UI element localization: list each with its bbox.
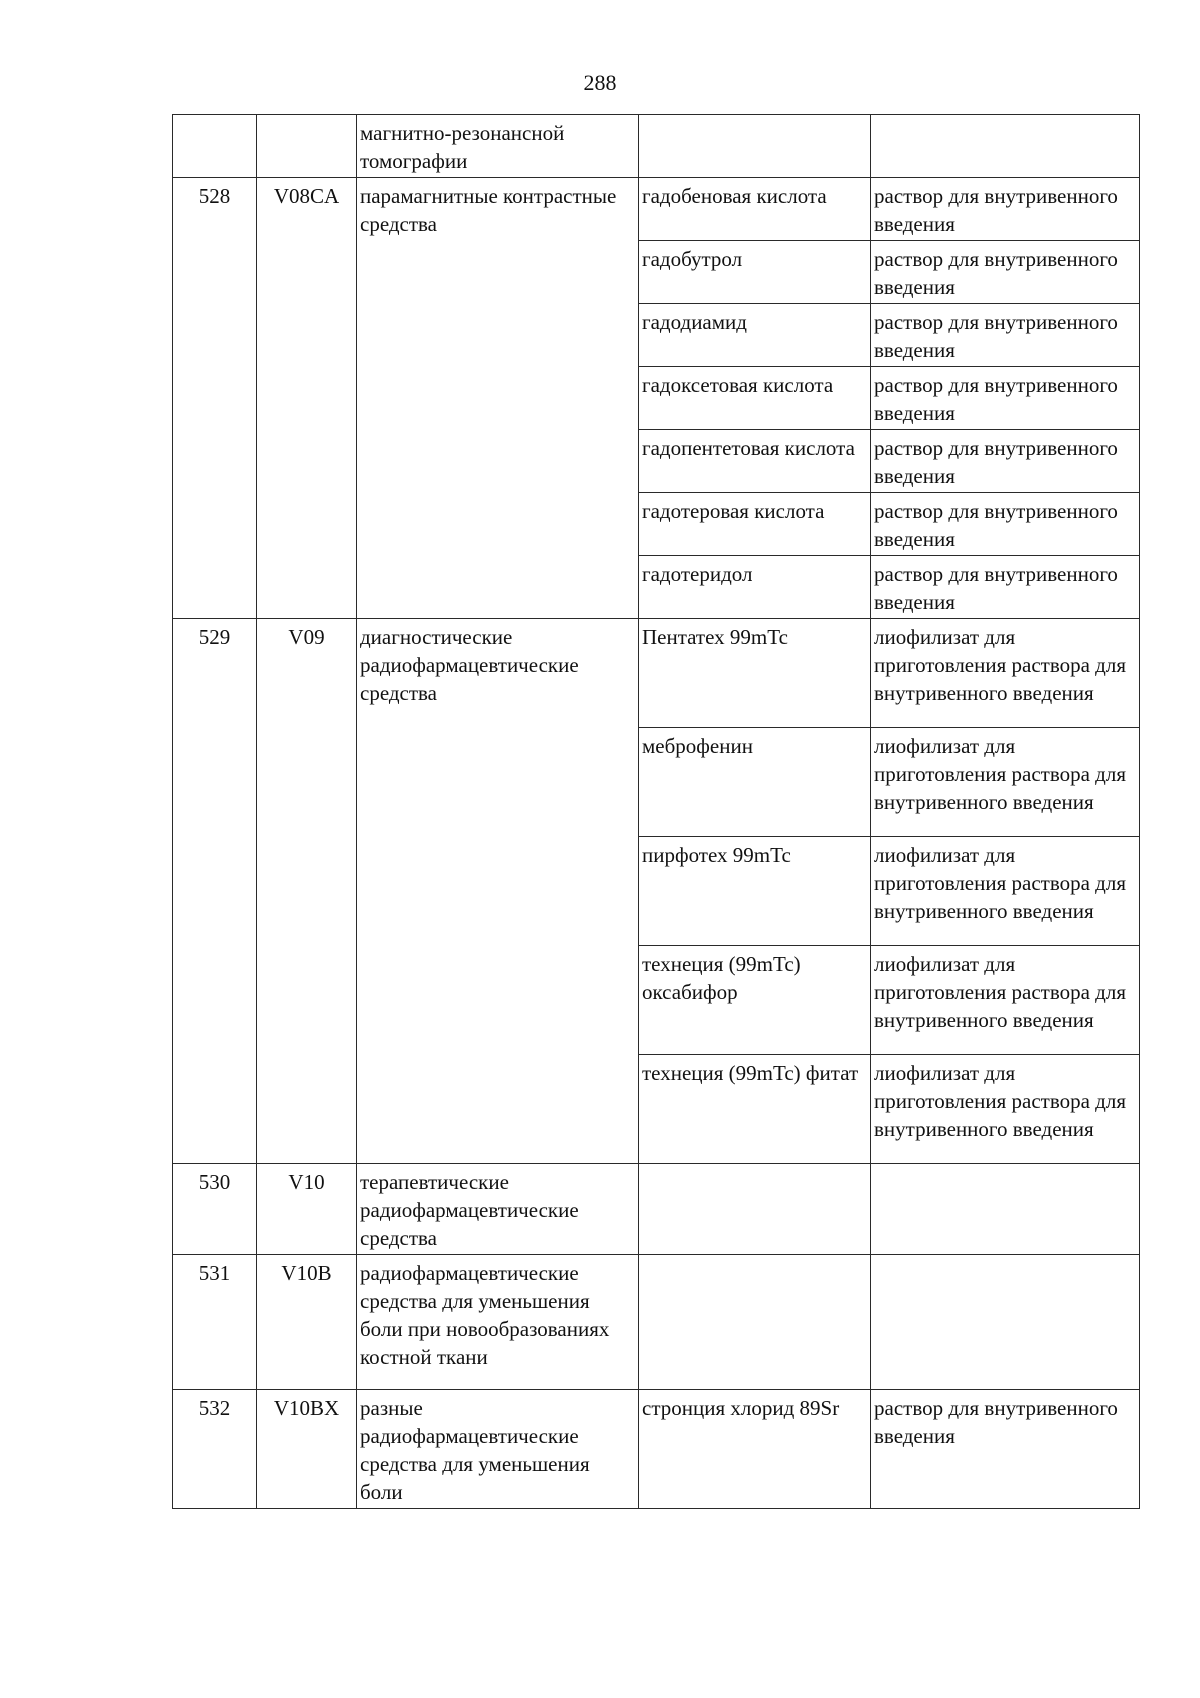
drug-name-cell bbox=[639, 115, 871, 178]
drug-group-cell: разные радиофармацевтические средства для уменьшения боли bbox=[357, 1390, 639, 1509]
dosage-form-cell: раствор для внутривенного введения bbox=[871, 367, 1140, 430]
atc-code-cell: V09 bbox=[257, 619, 357, 1164]
drug-name-cell: пирфотех 99mTc bbox=[639, 837, 871, 946]
table-row bbox=[173, 619, 1140, 728]
row-number-cell: 532 bbox=[173, 1390, 257, 1509]
dosage-form-cell: раствор для внутривенного введения bbox=[871, 178, 1140, 241]
table-row bbox=[173, 115, 1140, 178]
dosage-form-cell: раствор для внутривенного введения bbox=[871, 304, 1140, 367]
drug-name-cell: гадодиамид bbox=[639, 304, 871, 367]
drug-group-cell: радиофармацевтические средства для уменьшения боли при новообразованиях костной ткани bbox=[357, 1255, 639, 1390]
atc-code-cell bbox=[257, 115, 357, 178]
registry-table-body bbox=[173, 115, 1140, 1509]
drug-name-cell: технеция (99mTc) оксабифор bbox=[639, 946, 871, 1055]
dosage-form-cell: лиофилизат для приготовления раствора для внутривенного введения bbox=[871, 619, 1140, 728]
drug-name-cell: гадобутрол bbox=[639, 241, 871, 304]
drug-name-cell: технеция (99mTc) фитат bbox=[639, 1055, 871, 1164]
drug-group-cell: парамагнитные контрастные средства bbox=[357, 178, 639, 619]
row-number-cell: 531 bbox=[173, 1255, 257, 1390]
dosage-form-cell bbox=[871, 1255, 1140, 1390]
drug-name-cell: гадоксетовая кислота bbox=[639, 367, 871, 430]
dosage-form-cell: раствор для внутривенного введения bbox=[871, 493, 1140, 556]
dosage-form-cell: раствор для внутривенного введения bbox=[871, 430, 1140, 493]
drug-registry-table bbox=[172, 114, 1140, 1509]
dosage-form-cell: раствор для внутривенного введения bbox=[871, 556, 1140, 619]
dosage-form-cell: лиофилизат для приготовления раствора для внутривенного введения bbox=[871, 1055, 1140, 1164]
row-number-cell bbox=[173, 115, 257, 178]
drug-name-cell bbox=[639, 1164, 871, 1255]
drug-group-cell: магнитно-резонансной томографии bbox=[357, 115, 639, 178]
drug-name-cell: гадобеновая кислота bbox=[639, 178, 871, 241]
drug-name-cell: стронция хлорид 89Sr bbox=[639, 1390, 871, 1509]
drug-name-cell: гадотеридол bbox=[639, 556, 871, 619]
drug-name-cell: меброфенин bbox=[639, 728, 871, 837]
drug-name-cell: Пентатех 99mTc bbox=[639, 619, 871, 728]
row-number-cell: 530 bbox=[173, 1164, 257, 1255]
atc-code-cell: V10 bbox=[257, 1164, 357, 1255]
drug-group-cell: диагностические радиофармацевтические средства bbox=[357, 619, 639, 1164]
table-row bbox=[173, 1255, 1140, 1390]
table-row bbox=[173, 1164, 1140, 1255]
dosage-form-cell: раствор для внутривенного введения bbox=[871, 241, 1140, 304]
table-row bbox=[173, 178, 1140, 241]
atc-code-cell: V10BX bbox=[257, 1390, 357, 1509]
table-row bbox=[173, 1390, 1140, 1509]
atc-code-cell: V10B bbox=[257, 1255, 357, 1390]
dosage-form-cell: раствор для внутривенного введения bbox=[871, 1390, 1140, 1509]
drug-group-cell: терапевтические радиофармацевтические средства bbox=[357, 1164, 639, 1255]
atc-code-cell: V08CA bbox=[257, 178, 357, 619]
drug-name-cell: гадопентетовая кислота bbox=[639, 430, 871, 493]
drug-name-cell bbox=[639, 1255, 871, 1390]
row-number-cell: 529 bbox=[173, 619, 257, 1164]
dosage-form-cell: лиофилизат для приготовления раствора для внутривенного введения bbox=[871, 728, 1140, 837]
row-number-cell: 528 bbox=[173, 178, 257, 619]
page-number: 288 bbox=[583, 70, 617, 95]
dosage-form-cell bbox=[871, 1164, 1140, 1255]
dosage-form-cell: лиофилизат для приготовления раствора для внутривенного введения bbox=[871, 837, 1140, 946]
dosage-form-cell bbox=[871, 115, 1140, 178]
drug-name-cell: гадотеровая кислота bbox=[639, 493, 871, 556]
dosage-form-cell: лиофилизат для приготовления раствора для внутривенного введения bbox=[871, 946, 1140, 1055]
